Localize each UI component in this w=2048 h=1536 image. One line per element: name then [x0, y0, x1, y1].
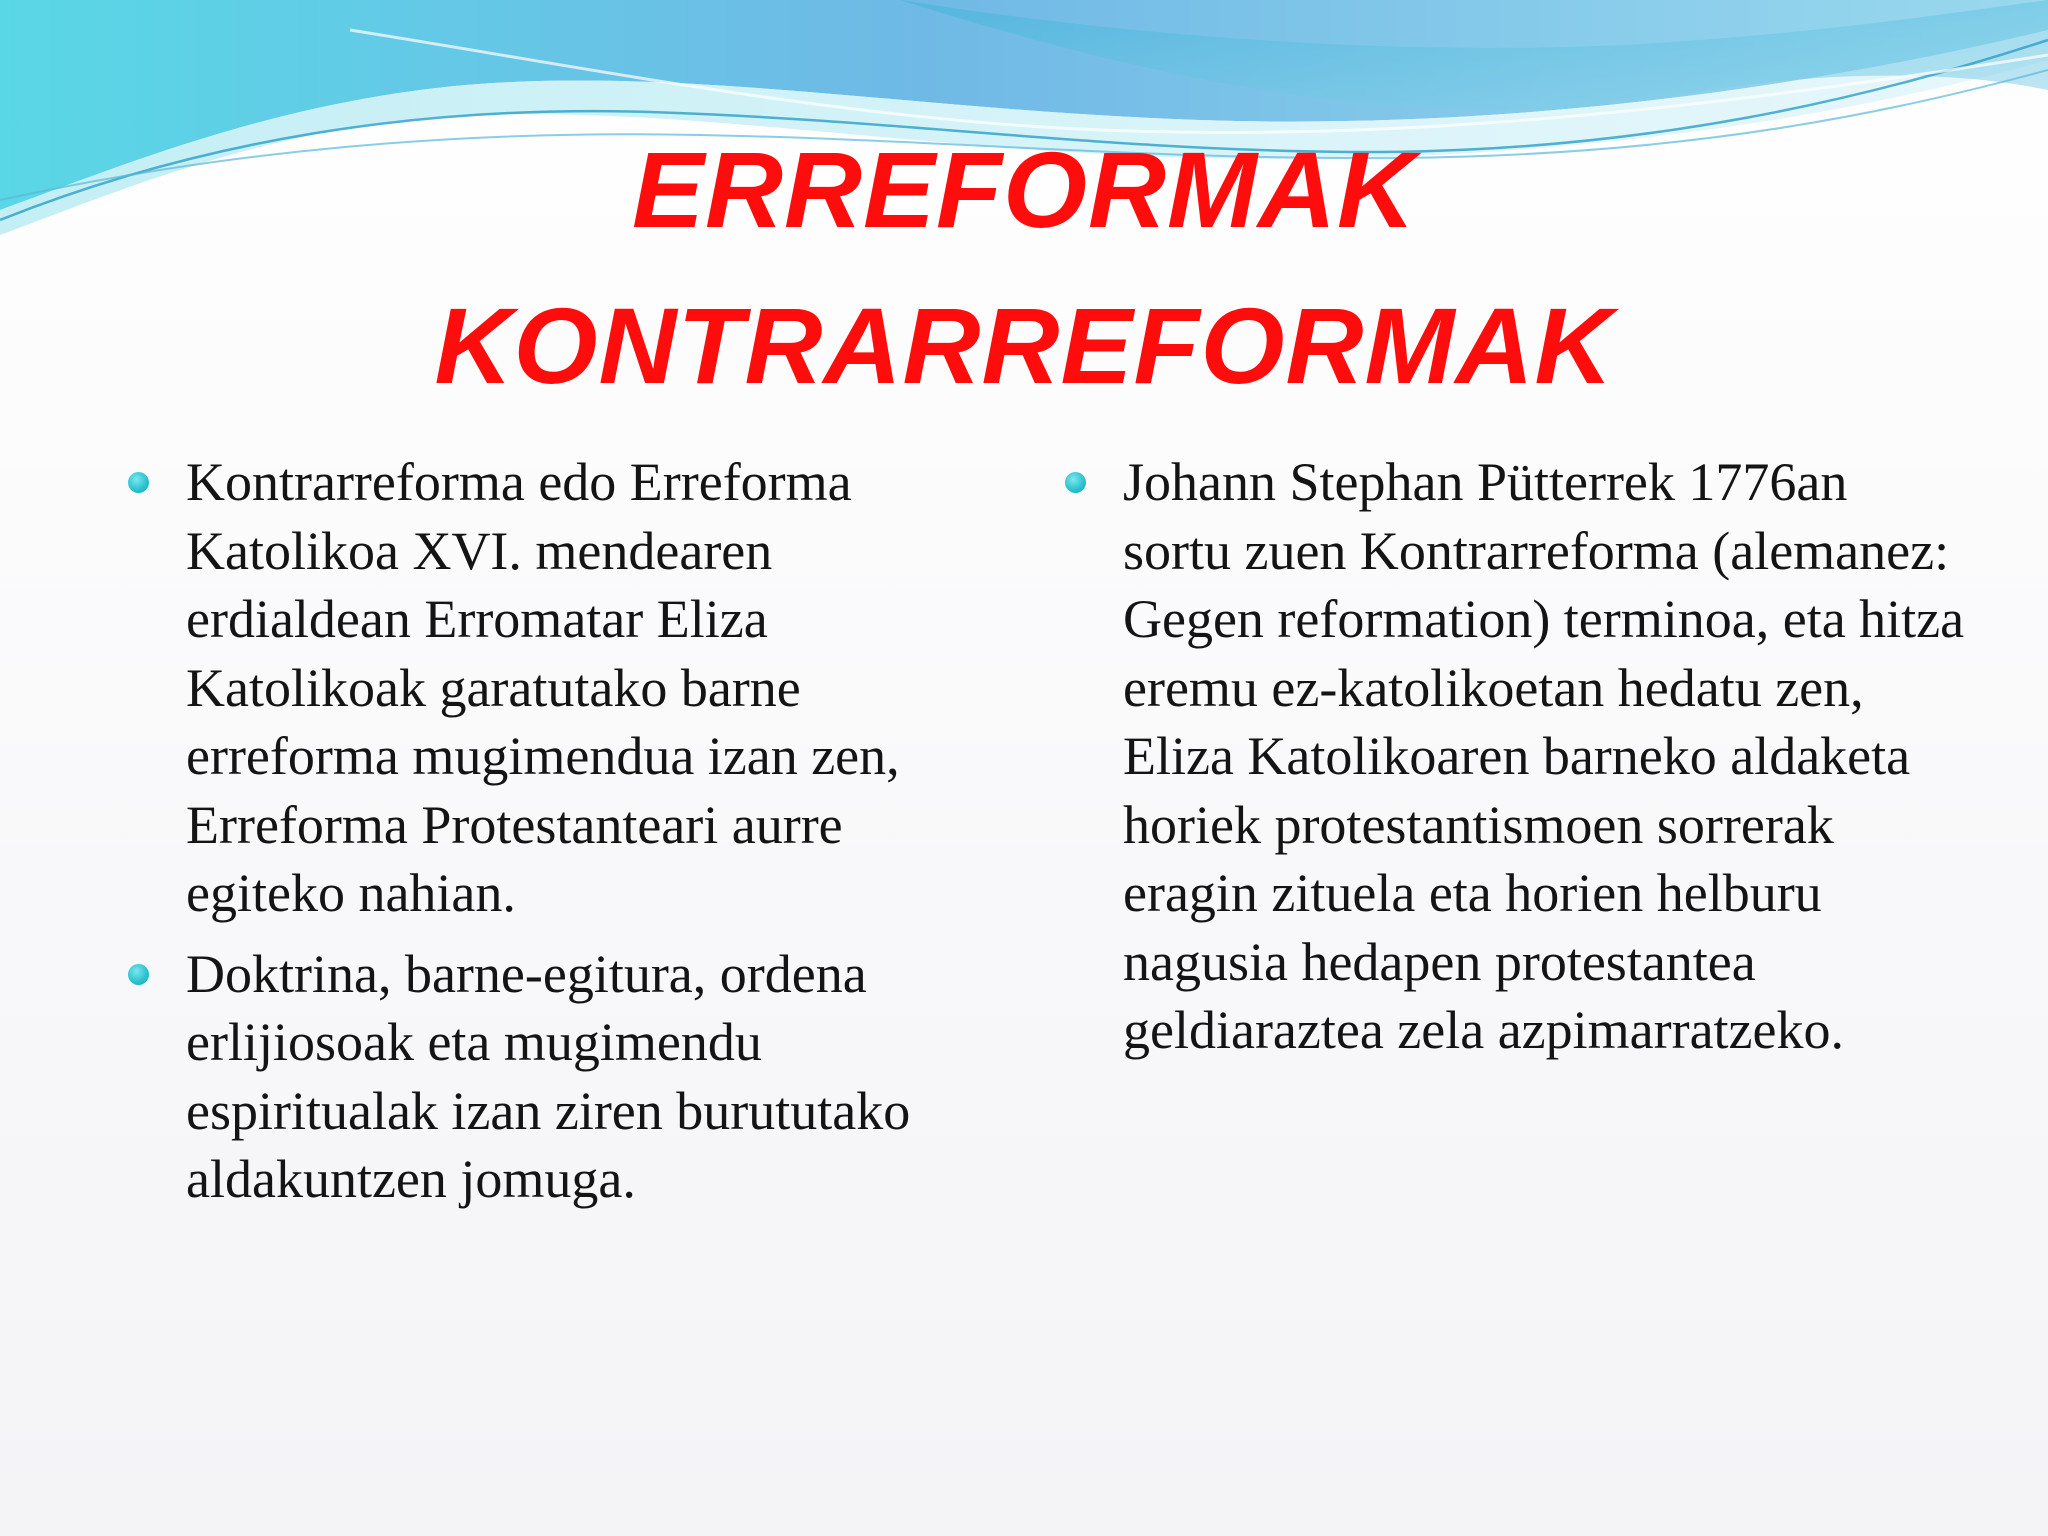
left-column	[128, 448, 988, 1226]
bullet-dot-icon	[128, 964, 149, 985]
title-line-2: KONTRARREFORMAK	[434, 285, 1614, 406]
right-column	[1065, 448, 1965, 1077]
bullet-text: Johann Stephan Pütterrek 1776an sortu zuen Kontrarreforma (alemanez: Gegen reformation) terminoa, eta hitza eremu ez-katolikoetan hedatu zen, Eliza Katolikoaren barneko aldaketa horiek protestantismoen sorrerak eragin zituela eta horien helburu nagusia hedapen protestantea geldiaraztea zela azpimarratzeko.	[1123, 452, 1965, 1060]
list-item	[128, 940, 988, 1214]
bullet-dot-icon	[128, 472, 149, 493]
left-bullet-list	[128, 448, 988, 1214]
list-item	[128, 448, 988, 928]
bullet-dot-icon	[1065, 472, 1086, 493]
right-bullet-list	[1065, 448, 1965, 1065]
bullet-text: Doktrina, barne-egitura, ordena erlijiosoak eta mugimendu espiritualak izan ziren burututako aldakuntzen jomuga.	[186, 943, 911, 1209]
list-item	[1065, 448, 1965, 1065]
title-line-1: ERREFORMAK	[632, 129, 1416, 250]
bullet-text: Kontrarreforma edo Erreforma Katolikoa XVI. mendearen erdialdean Erromatar Eliza Katolikoak garatutako barne erreforma mugimendua izan zen, Erreforma Protestanteari aurre egiteko nahian.	[186, 452, 900, 923]
